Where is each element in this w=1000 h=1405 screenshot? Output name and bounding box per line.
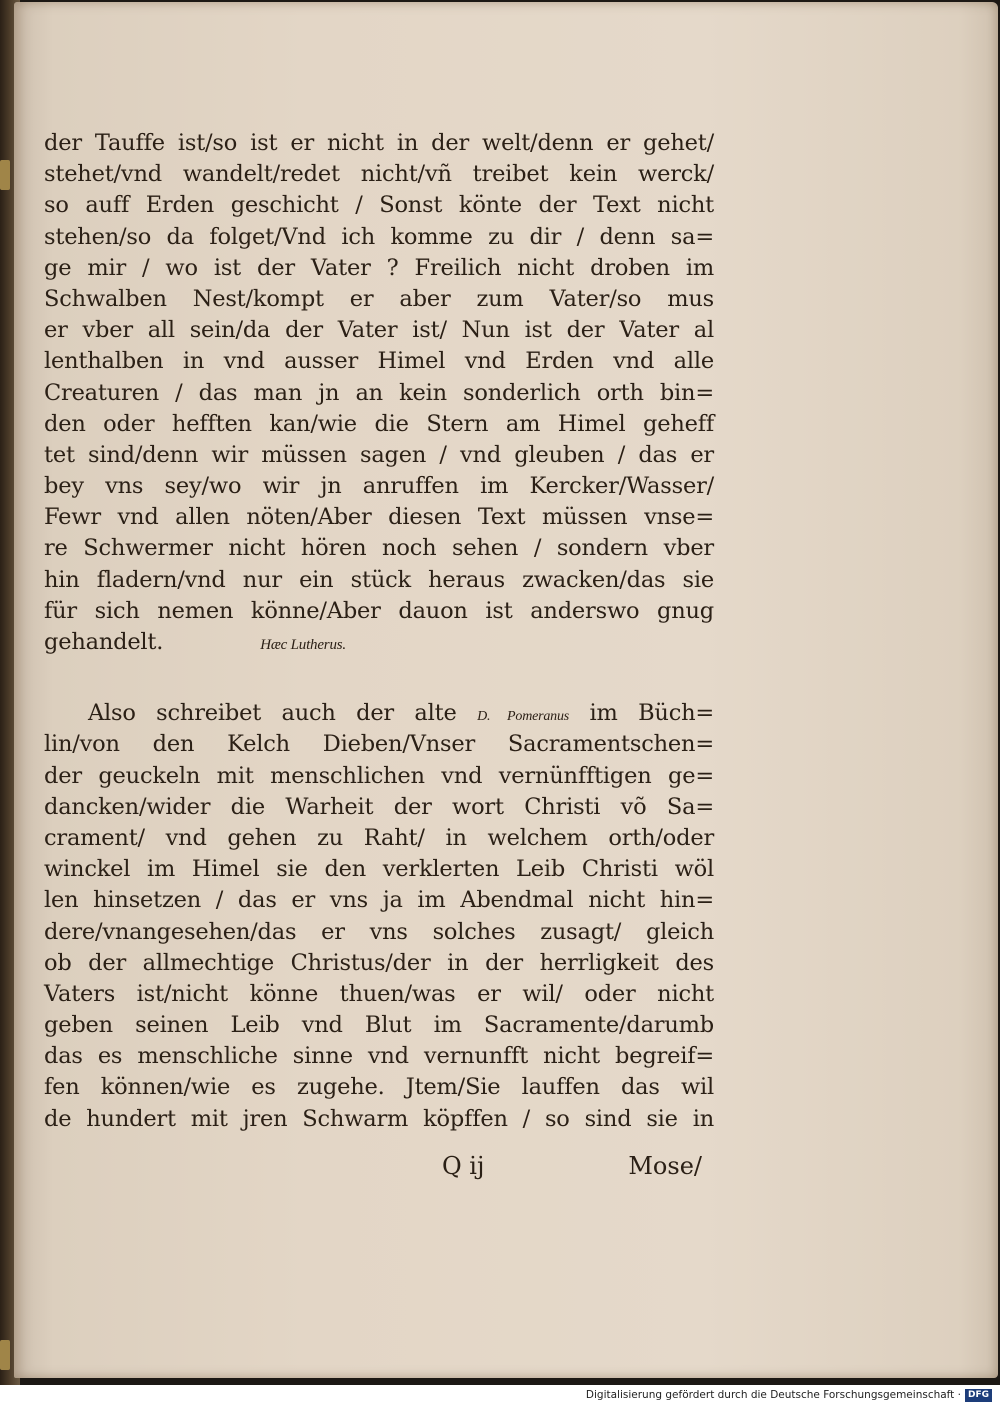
text-line: re Schwermer nicht hören noch sehen / sondern vber [44,535,714,562]
text-line: so auff Erden geschicht / Sonst könte der Text nicht [44,192,714,219]
text-line: fen können/wie es zugehe. Jtem/Sie lauffen das wil [44,1074,714,1101]
name-small: D. Pomeranus [477,709,570,725]
text-line: Fewr vnd allen nöten/Aber diesen Text müssen vnse= [44,504,714,531]
dfg-logo: DFG [965,1389,992,1402]
text-line: crament/ vnd gehen zu Raht/ in welchem orth/oder [44,824,714,851]
text-line [44,627,714,658]
text-line: für sich nemen könne/Aber dauon ist anderswo gnug [44,597,714,624]
signature-mark: Q ij [442,1152,485,1180]
closing-word: gehandelt. [44,629,164,655]
credit-line [586,1387,992,1403]
text-line: der geuckeln mit menschlichen vnd vernünfftigen ge= [44,762,714,789]
text-line: der Tauffe ist/so ist er nicht in der welt/denn er gehet/ [44,130,714,156]
attribution: Hæc Lutherus. [260,637,346,653]
text-line: lin/von den Kelch Dieben/Vnser Sacramentschen= [44,731,714,758]
text-line: dere/vnangesehen/das er vns solches zusagt/ gleich [44,918,714,945]
text-run: Also schreibet auch der alte [88,700,457,727]
text-line: len hinsetzen / das er vns ja im Abendmal nicht hin= [44,887,714,914]
text-line: ob der allmechtige Christus/der in der herrligkeit des [44,949,714,976]
clasp [0,160,10,190]
text-line: den oder hefften kan/wie die Stern am Himel geheff [44,410,714,437]
text-line: lenthalben in vnd ausser Himel vnd Erden vnd alle [44,348,714,375]
text-line: de hundert mit jren Schwarm köpffen / so sind sie in [44,1105,714,1132]
text-line: ge mir / wo ist der Vater ? Freilich nicht droben im [44,254,714,281]
paragraph-1 [44,128,714,627]
text-line [44,698,714,729]
text-line: winckel im Himel sie den verklerten Leib Christi wöl [44,856,714,883]
text-line: stehen/so da folget/Vnd ich komme zu dir / denn sa= [44,223,714,250]
catchword: Mose/ [628,1152,702,1180]
credit-text: Digitalisierung gefördert durch die Deutsche Forschungsgemeinschaft · [585,1389,961,1401]
text-line: dancken/wider die Warheit der wort Christi võ Sa= [44,793,714,820]
text-line: Schwalben Nest/kompt er aber zum Vater/so mus [44,285,714,312]
text-line: Vaters ist/nicht könne thuen/was er wil/ oder nicht [44,980,714,1007]
text-line: bey vns sey/wo wir jn anruffen im Kercker/Wasser/ [44,473,714,500]
page-footer [44,1152,714,1188]
clasp [0,1340,10,1370]
text-line: geben seinen Leib vnd Blut im Sacramente/darumb [44,1012,714,1039]
text-line: tet sind/denn wir müssen sagen / vnd gleuben / das er [44,441,714,468]
text-line: er vber all sein/da der Vater ist/ Nun ist der Vater al [44,317,714,344]
text-line: hin fladern/vnd nur ein stück heraus zwacken/das sie [44,566,714,593]
page-text [44,128,714,1135]
paragraph-2 [44,729,714,1134]
text-line: das es menschliche sinne vnd vernunfft nicht begreif= [44,1043,714,1070]
text-line: stehet/vnd wandelt/redet nicht/vñ treibet kein werck/ [44,161,714,188]
text-run: im Büch= [589,700,715,727]
text-line: Creaturen / das man jn an kein sonderlich orth bin= [44,379,714,406]
